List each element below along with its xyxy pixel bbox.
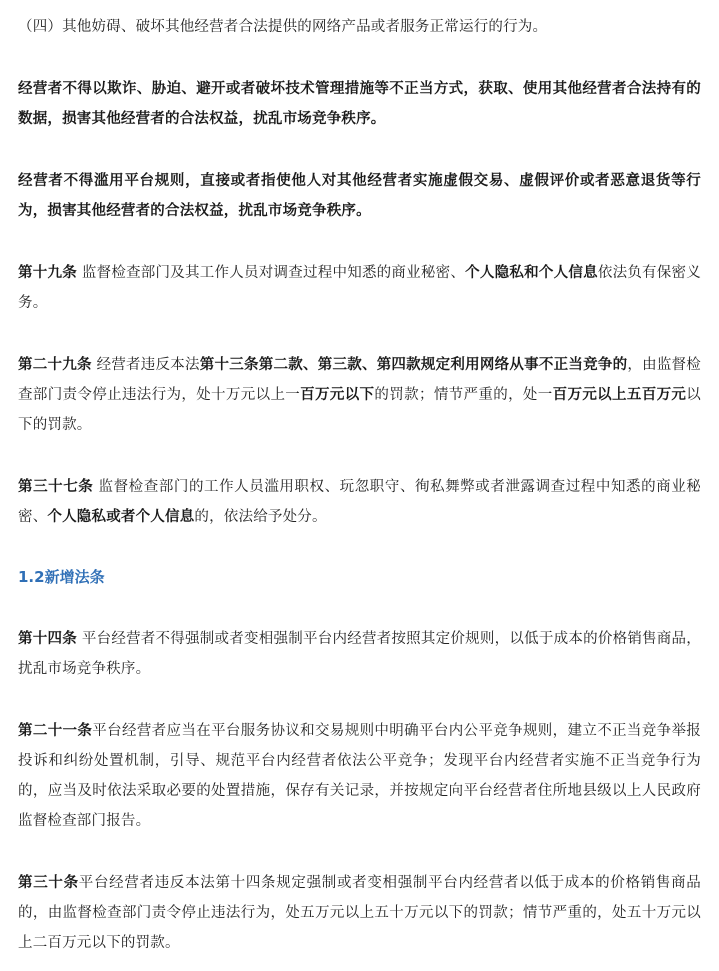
bold-text-run: 个人隐私或者个人信息 [47,509,195,525]
text-run: 以下的罚款。 [18,387,701,433]
bold-text-run: 第三十七条 [18,479,94,495]
bold-text-run: 经营者不得滥用平台规则，直接或者指使他人对其他经营者实施虚假交易、虚假评价或者恶意退货等行为，损害其他经营者的合法权益，扰乱市场竞争秩序。 [18,173,701,219]
section-heading [18,564,701,590]
text-run: 监督检查部门及其工作人员对调查过程中知悉的商业秘密、 [76,265,466,281]
paragraph-article-21 [18,716,701,836]
paragraph-article-29 [18,350,701,440]
bold-text-run: 第二十一条 [18,723,93,739]
text-run: 经营者违反本法 [91,357,200,373]
bold-text-run: 第三十条 [18,875,79,891]
bold-text-run: 经营者不得以欺诈、胁迫、避开或者破坏技术管理措施等不正当方式，获取、使用其他经营者合法持有的数据，损害其他经营者的合法权益，扰乱市场竞争秩序。 [18,81,701,127]
bold-text-run: 个人隐私和个人信息 [465,265,598,281]
paragraph-p2 [18,74,701,134]
paragraph-p3 [18,166,701,226]
bold-text-run: 第二十九条 [18,357,92,373]
paragraph-p1 [18,12,701,42]
text-run: 平台经营者不得强制或者变相强制平台内经营者按照其定价规则，以低于成本的价格销售商品，扰乱市场竞争秩序。 [18,631,701,677]
bold-text-run: 1.2新增法条 [18,568,105,586]
paragraph-article-37 [18,472,701,532]
bold-text-run: 第十四条 [18,631,77,647]
bold-text-run: 百万元以下 [300,387,375,403]
text-run: 的，依法给予处分。 [194,509,327,525]
paragraph-article-19 [18,258,701,318]
bold-text-run: 第十三条第二款、第三款、第四款规定利用网络从事不正当竞争的 [199,357,628,373]
bold-text-run: 百万元以上五百万元 [552,387,687,403]
text-run: 监督检查部门的工作人员滥用职权、玩忽职守、徇私舞弊或者泄露调查过程中知悉的商业秘密、 [18,479,701,525]
text-run: ，由监督检查部门责令停止违法行为，处十万元以上一 [18,357,701,403]
text-run: 依法负有保密义务。 [18,265,701,311]
text-run: 平台经营者应当在平台服务协议和交易规则中明确平台内公平竞争规则，建立不正当竞争举报投诉和纠纷处置机制，引导、规范平台内经营者依法公平竞争；发现平台内经营者实施不正当竞争行为的，应当及时依法采取必要的处置措施，保存有关记录，并按规定向平台经营者住所地县级以上人民政府监督检查部门报告。 [18,723,702,829]
text-run: （四）其他妨碍、破坏其他经营者合法提供的网络产品或者服务正常运行的行为。 [18,19,548,35]
paragraph-article-14 [18,624,701,684]
text-run: 平台经营者违反本法第十四条规定强制或者变相强制平台内经营者以低于成本的价格销售商品的，由监督检查部门责令停止违法行为，处五万元以上五十万元以下的罚款；情节严重的，处五十万元以上二百万元以下的罚款。 [18,875,701,951]
bold-text-run: 第十九条 [18,265,77,281]
text-run: 的罚款；情节严重的，处一 [374,387,553,403]
paragraph-article-30 [18,868,701,958]
